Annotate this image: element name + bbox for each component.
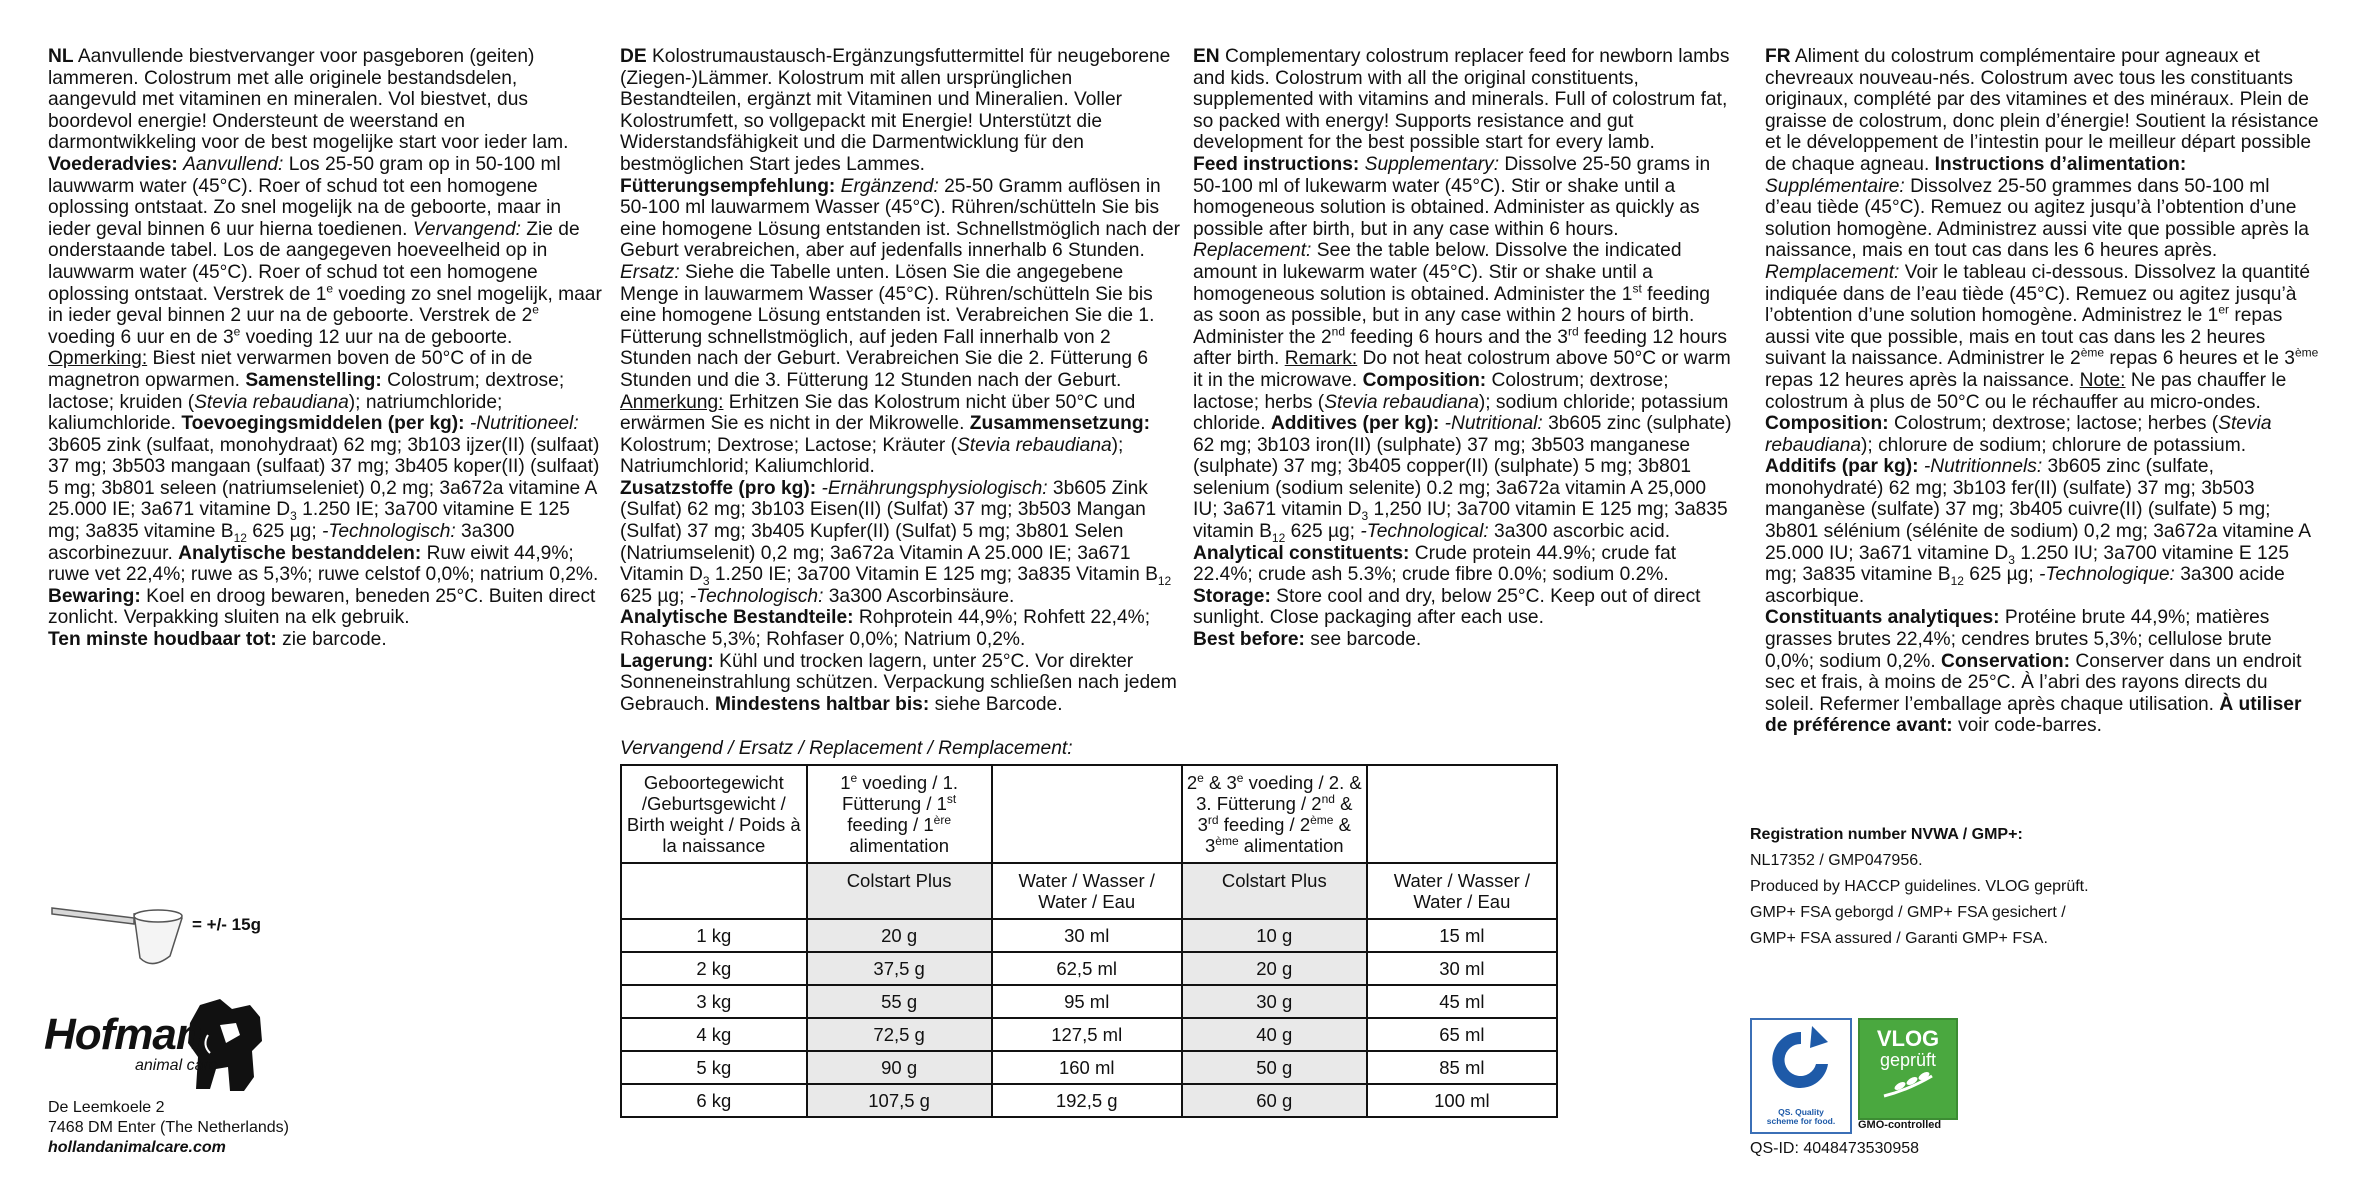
header-empty-2 [1367, 765, 1557, 863]
cell-second-product: 20 g [1182, 952, 1367, 985]
cell-first-product: 72,5 g [807, 1018, 992, 1051]
dosage-table [620, 764, 1558, 1118]
cell-first-water: 127,5 ml [992, 1018, 1182, 1051]
table-row [621, 1051, 1557, 1084]
website-link[interactable]: hollandanimalcare.com [48, 1139, 226, 1156]
registration-info [1750, 822, 2089, 952]
paragraph-nl: NL Aanvullende biestvervanger voor pasgeboren (geiten) lammeren. Colostrum met alle originele bestandsdelen, aangevuld met vitaminen en mineralen. Vol biestvet, dus boordevol energie! Ondersteunt de weerstand en darmontwikkeling voor de best mogelijke start voor ieder lam. Voederadvies: Aanvullend: Los 25-50 gram op in 50-100 ml lauwwarm water (45°C). Roer of schud tot een homogene oplossing ontstaat. Zo snel mogelijk na de geboorte, maar in ieder geval binnen 6 uur hierna toedienen. Vervangend: Zie de onderstaande tabel. Los de aangegeven hoeveelheid op in lauwwarm water (45°C). Roer of schud tot een homogene oplossing ontstaat. Verstrek de 1e voeding zo snel mogelijk, maar in ieder geval binnen 2 uur na de geboorte. Verstrek de 2e voeding 6 uur en de 3e voeding 12 uur na de geboorte. Opmerking: Biest niet verwarmen boven de 50°C of in de magnetron opwarmen. Samenstelling: Colostrum; dextrose; lactose; kruiden (Stevia rebaudiana); natriumchloride; kaliumchloride. Toevoegingsmiddelen (per kg): -Nutritioneel: 3b605 zink (sulfaat, monohydraat) 62 mg; 3b103 ijzer(II) (sulfaat) 37 mg; 3b503 mangaan (sulfaat) 37 mg; 3b405 koper(II) (sulfaat) 5 mg; 3b801 seleen (natriumseleniet) 0,2 mg; 3a672a vitamine A 25.000 IE; 3a671 vitamine $D_3$ 1.250 IE; 3a700 vitamine E 125 mg; 3a835 vitamine $B_{12}$ 625 µg; -Technologisch: 3a300 ascorbinezuur. Analytische bestanddelen: Ruw eiwit 44,9%; ruwe vet 22,4%; ruwe as 5,3%; ruwe celstof 0,0%; natrium 0,2%. Bewaring: Koel en droog bewaren, beneden 25°C. Buiten direct zonlicht. Verpakking sluiten na elk gebruik. Ten minste houdbaar tot: zie barcode. [48, 46, 602, 651]
cell-first-water: 160 ml [992, 1051, 1182, 1084]
address-city: 7468 DM Enter (The Netherlands) [48, 1119, 289, 1136]
vlog-logo [1858, 1018, 1958, 1120]
cell-weight: 6 kg [621, 1084, 807, 1117]
registration-gmp-2: GMP+ FSA assured / Garanti GMP+ FSA. [1750, 930, 2048, 947]
qs-quality-logo [1750, 1018, 1852, 1134]
goat-logo-icon [180, 995, 460, 1095]
vlog-title: VLOG [1876, 1026, 1940, 1051]
cell-weight: 5 kg [621, 1051, 807, 1084]
registration-number: NL17352 / GMP047956. [1750, 852, 1923, 869]
company-address [48, 1098, 289, 1158]
registration-haccp: Produced by HACCP guidelines. VLOG geprüft. [1750, 878, 2089, 895]
header-product-2: Colstart Plus [1182, 863, 1367, 919]
measuring-scoop-icon [48, 896, 188, 976]
address-street: De Leemkoele 2 [48, 1099, 165, 1116]
header-empty-3 [621, 863, 807, 919]
paragraph-de: DE Kolostrumaustausch-Ergänzungsfuttermittel für neugeborene (Ziegen-)Lämmer. Kolostrum mit allen ursprünglichen Bestandteilen, ergänzt mit Vitaminen und Mineralien. Voller Kolostrumfett, so vollgepackt mit Energie! Unterstützt die Widerstandsfähigkeit und die Darmentwicklung für den bestmöglichen Start jedes Lammes. Fütterungsempfehlung: Ergänzend: 25-50 Gramm auflösen in 50-100 ml lauwarmem Wasser (45°C). Rühren/schütteln Sie bis eine homogene Lösung entstanden ist. Schnellstmöglich nach der Geburt verabreichen, aber auf jedenfalls innerhalb 6 Stunden. Ersatz: Siehe die Tabelle unten. Lösen Sie die angegebene Menge in lauwarmem Wasser (45°C). Rühren/schütteln Sie bis eine homogene Lösung entstanden ist. Verabreichen Sie die 1. Fütterung schnellstmöglich, auf jeden Fall innerhalb von 2 Stunden nach der Geburt. Verabreichen Sie die 2. Fütterung 6 Stunden und die 3. Fütterung 12 Stunden nach der Geburt. Anmerkung: Erhitzen Sie das Kolostrum nicht über 50°C und erwärmen Sie es nicht in der Mikrowelle. Zusammensetzung: Kolostrum; Dextrose; Lactose; Kräuter (Stevia rebaudiana); Natriumchlorid; Kaliumchlorid. Zusatzstoffe (pro kg): -Ernährungsphysiologisch: 3b605 Zink (Sulfat) 62 mg; 3b103 Eisen(II) (Sulfat) 37 mg; 3b503 Mangan (Sulfat) 37 mg; 3b405 Kupfer(II) (Sulfat) 5 mg; 3b801 Selen (Natriumselenit) 0,2 mg; 3a672a Vitamin A 25.000 IE; 3a671 Vitamin $D_3$ 1.250 IE; 3a700 Vitamin E 125 mg; 3a835 Vitamin $B_{12}$ 625 µg; -Technologisch: 3a300 Ascorbinsäure. Analytische Bestandteile: Rohprotein 44,9%; Rohfett 22,4%; Rohasche 5,3%; Rohfaser 0,0%; Natrium 0,2%. Lagerung: Kühl und trocken lagern, unter 25°C. Vor direkter Sonneneinstrahlung schützen. Verpackung schließen nach jedem Gebrauch. Mindestens haltbar bis: siehe Barcode. [620, 46, 1181, 715]
cell-weight: 2 kg [621, 952, 807, 985]
cell-second-product: 10 g [1182, 919, 1367, 952]
header-water-1: Water / Wasser / Water / Eau [992, 863, 1182, 919]
cell-first-product: 90 g [807, 1051, 992, 1084]
header-first-feeding: 1e voeding / 1. Fütterung / 1st feeding / 1ère alimentation [807, 765, 992, 863]
header-empty-1 [992, 765, 1182, 863]
cell-weight: 1 kg [621, 919, 807, 952]
header-water-2: Water / Wasser / Water / Eau [1367, 863, 1557, 919]
paragraph-en: EN Complementary colostrum replacer feed for newborn lambs and kids. Colostrum with all the original constituents, supplemented with vitamins and minerals. Full of colostrum fat, so packed with energy! Supports resistance and gut development for the best possible start for every lamb. Feed instructions: Supplementary: Dissolve 25-50 grams in 50-100 ml of lukewarm water (45°C). Stir or shake until a homogeneous solution is obtained. Administer as quickly as possible after birth, but in any case within 6 hours. Replacement: See the table below. Dissolve the indicated amount in lukewarm water (45°C). Stir or shake until a homogeneous solution is obtained. Administer the 1st feeding as soon as possible, but in any case within 2 hours of birth. Administer the 2nd feeding 6 hours and the 3rd feeding 12 hours after birth. Remark: Do not heat colostrum above 50°C or warm it in the microwave. Composition: Colostrum; dextrose; lactose; herbs (Stevia rebaudiana); sodium chloride; potassium chloride. Additives (per kg): -Nutritional: 3b605 zinc (sulphate) 62 mg; 3b103 iron(II) (sulphate) 37 mg; 3b503 manganese (sulphate) 37 mg; 3b405 copper(II) (sulphate) 5 mg; 3b801 selenium (sodium selenite) 0.2 mg; 3a672a vitamin A 25,000 IU; 3a671 vitamin $D_3$ 1,250 IU; 3a700 vitamin E 125 mg; 3a835 vitamin $B_{12}$ 625 µg; -Technological: 3a300 ascorbic acid. Analytical constituents: Crude protein 44.9%; crude fat 22.4%; crude ash 5.3%; crude fibre 0.0%; sodium 0.2%. Storage: Store cool and dry, below 25°C. Keep out of direct sunlight. Close packaging after each use. Best before: see barcode. [1193, 46, 1732, 651]
cell-second-product: 40 g [1182, 1018, 1367, 1051]
cell-first-product: 55 g [807, 985, 992, 1018]
cell-first-product: 107,5 g [807, 1084, 992, 1117]
header-birth-weight: Geboortegewicht /Geburtsgewicht / Birth weight / Poids à la naissance [621, 765, 807, 863]
scoop-dose-label: = +/- 15g [192, 915, 261, 934]
cell-first-water: 62,5 ml [992, 952, 1182, 985]
text-column-en [1193, 46, 1733, 651]
text-column-de [620, 46, 1180, 715]
cell-second-water: 15 ml [1367, 919, 1557, 952]
registration-title: Registration number NVWA / GMP+: [1750, 826, 2023, 843]
cell-second-product: 60 g [1182, 1084, 1367, 1117]
cell-first-water: 95 ml [992, 985, 1182, 1018]
header-product-1: Colstart Plus [807, 863, 992, 919]
registration-gmp-1: GMP+ FSA geborgd / GMP+ FSA gesichert / [1750, 904, 2066, 921]
qs-caption: QS. Quality scheme for food. [1766, 1107, 1836, 1126]
table-row [621, 952, 1557, 985]
table-row [621, 985, 1557, 1018]
gmo-controlled-label: GMO-controlled [1858, 1119, 1942, 1131]
text-column-nl [48, 46, 603, 651]
cell-second-water: 30 ml [1367, 952, 1557, 985]
table-row [621, 1018, 1557, 1051]
cell-second-water: 65 ml [1367, 1018, 1557, 1051]
cell-first-product: 37,5 g [807, 952, 992, 985]
table-row [621, 1084, 1557, 1117]
wheat-icon [1878, 1070, 1938, 1100]
text-column-fr [1765, 46, 2320, 737]
cell-weight: 4 kg [621, 1018, 807, 1051]
qs-arrows-icon [1752, 1020, 1850, 1100]
cell-first-water: 30 ml [992, 919, 1182, 952]
qs-id: QS-ID: 4048473530958 [1750, 1140, 1920, 1157]
table-row [621, 919, 1557, 952]
cell-first-product: 20 g [807, 919, 992, 952]
cell-second-water: 45 ml [1367, 985, 1557, 1018]
cell-first-water: 192,5 g [992, 1084, 1182, 1117]
cell-second-water: 85 ml [1367, 1051, 1557, 1084]
cell-second-product: 30 g [1182, 985, 1367, 1018]
header-second-third-feeding: 2e & 3e voeding / 2. & 3. Fütterung / 2nd & 3rd feeding / 2ème & 3ème alimentation [1182, 765, 1367, 863]
brand-tagline: animal care [135, 1057, 218, 1074]
vlog-subtitle: geprüft [1879, 1050, 1937, 1070]
brand-name: Hofman [44, 1010, 202, 1059]
paragraph-fr: FR Aliment du colostrum complémentaire pour agneaux et chevreaux nouveau-nés. Colostrum avec tous les constituants originaux, complété par des vitamines et des minéraux. Plein de graisse de colostrum, donc plein d’énergie! Soutient la résistance et le développement de l’intestin pour le meilleur départ possible de chaque agneau. Instructions d’alimentation: Supplémentaire: Dissolvez 25-50 grammes dans 50-100 ml d’eau tiède (45°C). Remuez ou agitez jusqu’à l’obtention d’une solution homogène. Administrez aussi vite que possible après la naissance, mais en tout cas dans les 6 heures après. Remplacement: Voir le tableau ci-dessous. Dissolvez la quantité indiquée dans de l’eau tiède (45°C). Remuez ou agitez jusqu’à l’obtention d’une solution homogène. Administrez le 1er repas aussi vite que possible, mais en tout cas dans les 2 heures suivant la naissance. Administrer le 2ème repas 6 heures et le 3ème repas 12 heures après la naissance. Note: Ne pas chauffer le colostrum à plus de 50°C ou le réchauffer au micro-ondes. Composition: Colostrum; dextrose; lactose; herbes (Stevia rebaudiana); chlorure de sodium; chlorure de potassium. Additifs (par kg): -Nutritionnels: 3b605 zinc (sulfate, monohydraté) 62 mg; 3b103 fer(II) (sulfate) 37 mg; 3b503 manganèse (sulfate) 37 mg; 3b405 cuivre(II) (sulfate) 5 mg; 3b801 sélénium (sélénite de sodium) 0,2 mg; 3a672a vitamine A 25.000 IU; 3a671 vitamine $D_3$ 1.250 IU; 3a700 vitamine E 125 mg; 3a835 vitamine $B_{12}$ 625 µg; -Technologique: 3a300 acide ascorbique. Constituants analytiques: Protéine brute 44,9%; matières grasses brutes 22,4%; cendres brutes 5,3%; cellulose brute 0,0%; sodium 0,2%. Conservation: Conserver dans un endroit sec et frais, à moins de 25°C. À l’abri des rayons directs du soleil. Refermer l’emballage après chaque utilisation. À utiliser de préférence avant: voir code-barres. [1765, 46, 2319, 737]
cell-second-product: 50 g [1182, 1051, 1367, 1084]
cell-second-water: 100 ml [1367, 1084, 1557, 1117]
cell-weight: 3 kg [621, 985, 807, 1018]
table-caption: Vervangend / Ersatz / Replacement / Remplacement: [620, 738, 1073, 759]
